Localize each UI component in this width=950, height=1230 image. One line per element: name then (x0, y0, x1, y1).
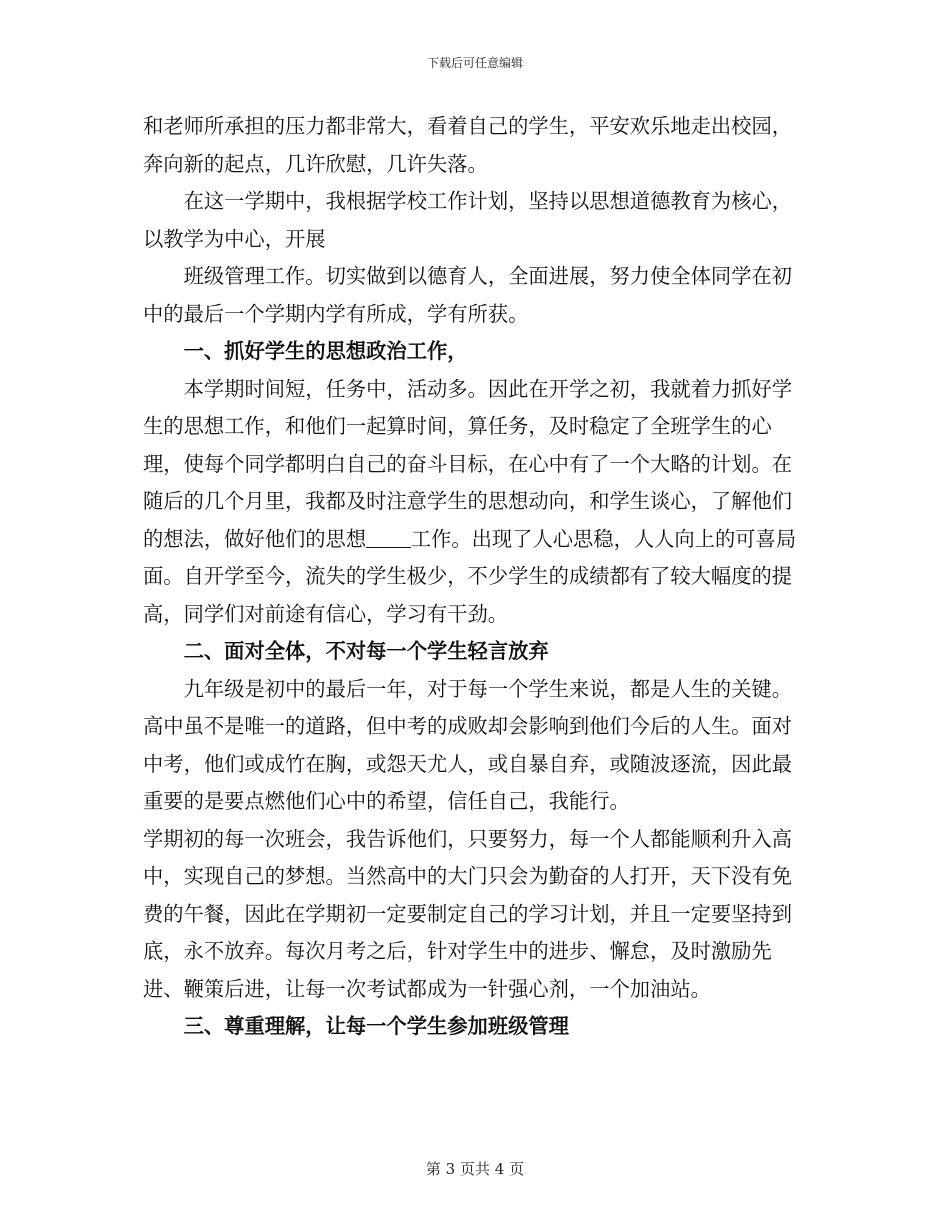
page-header: 下载后可任意编辑 (426, 56, 523, 70)
paragraph: 学期初的每一次班会，我告诉他们，只要努力，每一个人都能顺利升入高中，实现自己的梦想。当然高中的大门只会为勤奋的人打开，天下没有免费的午餐，因此在学期初一定要制定自己的学习计划，并且一定要坚持到底，永不放弃。每次月考之后，针对学生中的进步、懈怠，及时激励先进、鞭策后进，让每一次考试都成为一针强心剂，一个加油站。 (143, 826, 793, 1001)
section-heading: 一、抓好学生的思想政治工作， (183, 339, 468, 363)
paragraph: 在这一学期中，我根据学校工作计划，坚持以思想道德教育为核心，以教学为中心，开展 (143, 189, 793, 251)
fill-in-blank (366, 526, 411, 547)
paragraph (143, 371, 811, 634)
paragraph: 九年级是初中的最后一年，对于每一个学生来说，都是人生的关键。高中虽不是唯一的道路，但中考的成败却会影响到他们今后的人生。面对中考，他们或成竹在胸，或怨天尤人，或自暴自弃，或随波逐流，因此最重要的是要点燃他们心中的希望，信任自己，我能行。 (143, 676, 793, 813)
paragraph-text: 工作。出现了人心思稳，人人向上的可喜局面。自开学至今，流失的学生极少，不少学生的成绩都有了较大幅度的提高，同学们对前途有信心，学习有干劲。 (143, 526, 797, 626)
paragraph-text: 本学期时间短，任务中，活动多。因此在开学之初，我就着力抓好学生的思想工作，和他们一起算时间，算任务，及时稳定了全班学生的心理，使每个同学都明白自己的奋斗目标，在心中有了一个大略的计划。在随后的几个月里，我都及时注意学生的思想动向，和学生谈心，了解他们的想法，做好他们的思想 (143, 376, 793, 551)
paragraph: 班级管理工作。切实做到以德育人，全面进展，努力使全体同学在初中的最后一个学期内学有所成，学有所获。 (143, 264, 793, 326)
section-heading: 三、尊重理解，让每一个学生参加班级管理 (183, 1014, 569, 1038)
paragraph: 和老师所承担的压力都非常大，看着自己的学生，平安欢乐地走出校园，奔向新的起点，几许欣慰，几许失落。 (143, 114, 793, 176)
page-footer: 第 3 页共 4 页 (425, 1160, 525, 1178)
document-body (143, 108, 811, 1046)
section-heading: 二、面对全体，不对每一个学生轻言放弃 (183, 639, 549, 663)
